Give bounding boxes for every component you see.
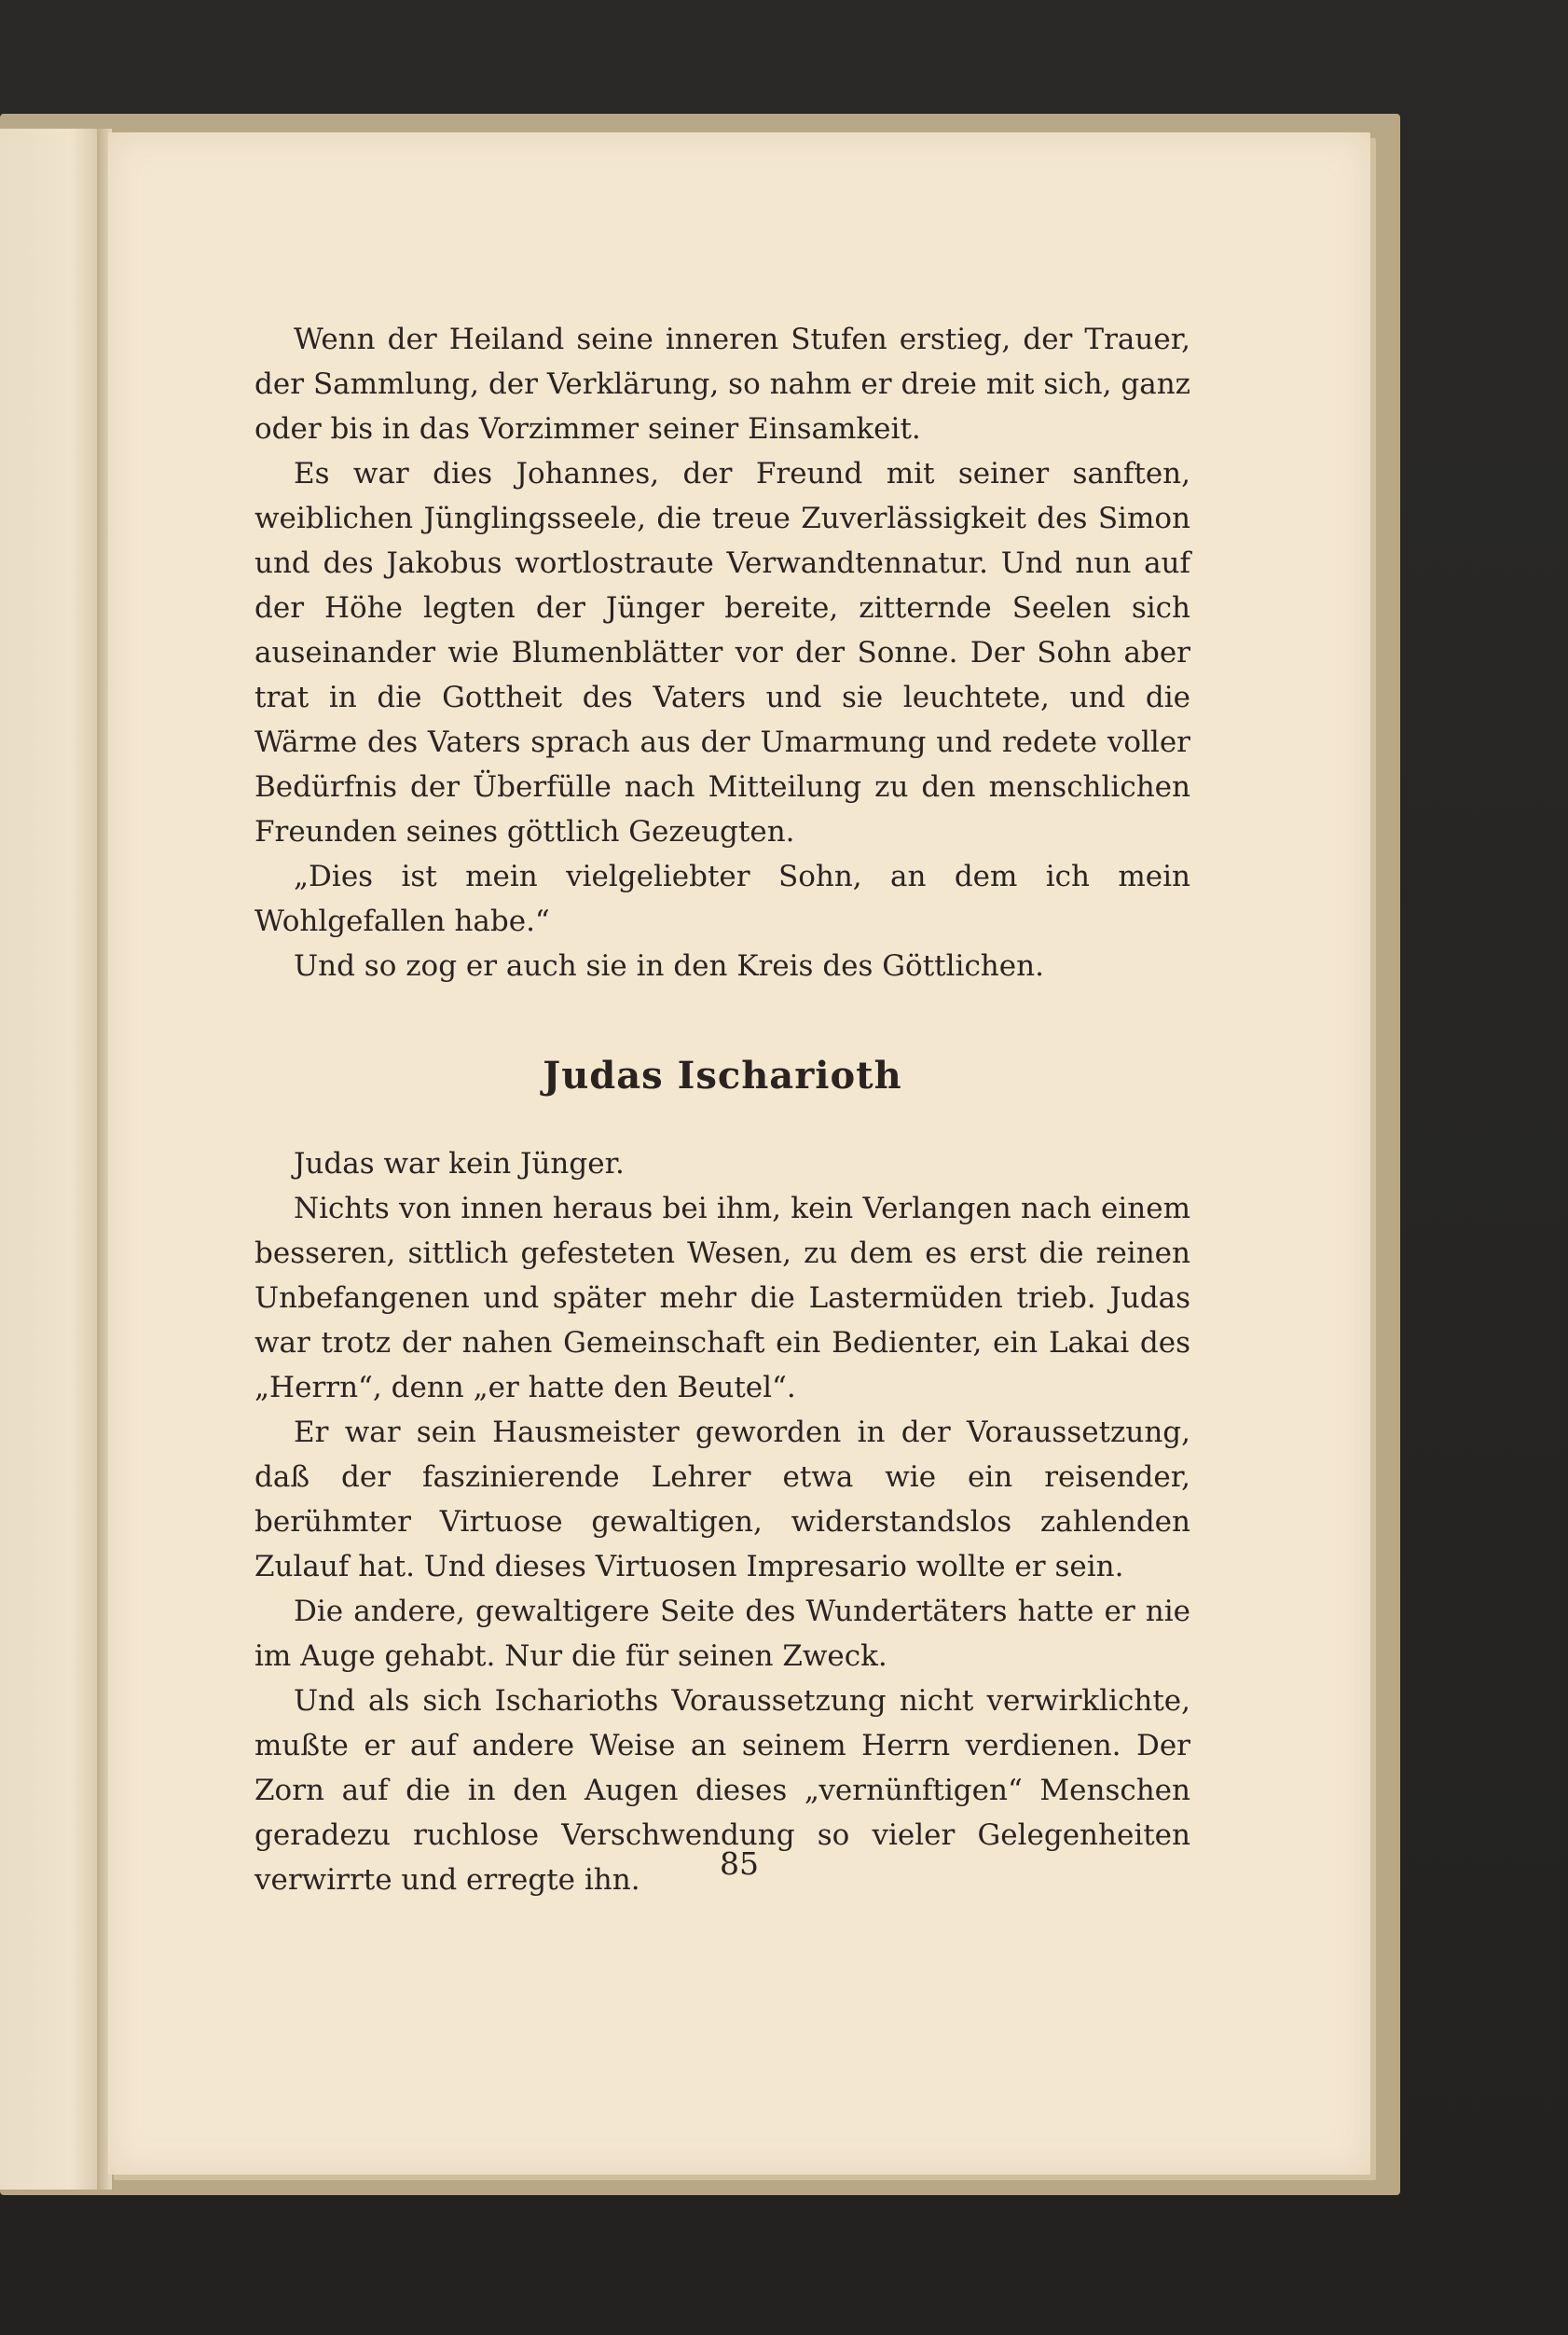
paragraph: Judas war kein Jünger. — [294, 1147, 625, 1181]
paragraph: Es war dies Johannes, der Freund mit seiner sanften, weiblichen Jünglingsseele, die treue Zuverlässigkeit des Simon und des Jakobus wortlostraute Verwandtennatur. Und nun auf der Höhe legten der Jünger bereite, zitternde Seelen sich auseinander wie Blumenblätter vor der Sonne. Der Sohn aber trat in die Gottheit des Vaters und sie leuchtete, und die Wärme des Vaters sprach aus der Umarmung und redete voller Bedürfnis der Überfülle nach Mitteilung zu den menschlichen Freunden seines göttlich Gezeugten. — [254, 457, 1190, 849]
paragraph: Nichts von innen heraus bei ihm, kein Verlangen nach einem besseren, sittlich gefesteten Wesen, zu dem es erst die reinen Unbefangenen und später mehr die Lastermüden trieb. Judas war trotz der nahen Gemeinschaft ein Bedienter, ein Lakai des „Herrn“, denn „er hatte den Beutel“. — [254, 1192, 1190, 1404]
paragraph: Die andere, gewaltigere Seite des Wundertäters hatte er nie im Auge gehabt. Nur die für seinen Zweck. — [254, 1595, 1190, 1673]
chapter-heading: Judas Ischarioth — [543, 1054, 902, 1098]
page-text — [254, 317, 1190, 1902]
paragraph: Und so zog er auch sie in den Kreis des Göttlichen. — [294, 949, 1044, 983]
paragraph: „Dies ist mein vielgeliebter Sohn, an dem ich mein Wohlgefallen habe.“ — [254, 860, 1190, 938]
book-page — [108, 132, 1370, 2175]
paragraph: Er war sein Hausmeister geworden in der Voraussetzung, daß der faszinierende Lehrer etwa wie ein reisender, berühmter Virtuose gewaltigen, widerstandslos zahlenden Zulauf hat. Und dieses Virtuosen Impresario wollte er sein. — [254, 1416, 1190, 1583]
paragraph: Und als sich Ischarioths Voraussetzung nicht verwirklichte, mußte er auf andere Weise an seinem Herrn verdienen. Der Zorn auf die in den Augen dieses „vernünftigen“ Menschen geradezu ruchlose Verschwendung so vieler Gelegenheiten verwirrte und erregte ihn. — [254, 1684, 1190, 1897]
page-number: 85 — [720, 1845, 759, 1882]
paragraph: Wenn der Heiland seine inneren Stufen erstieg, der Trauer, der Sammlung, der Verklärung, so nahm er dreie mit sich, ganz oder bis in das Vorzimmer seiner Einsamkeit. — [254, 323, 1190, 446]
previous-page-edge — [0, 129, 103, 2190]
